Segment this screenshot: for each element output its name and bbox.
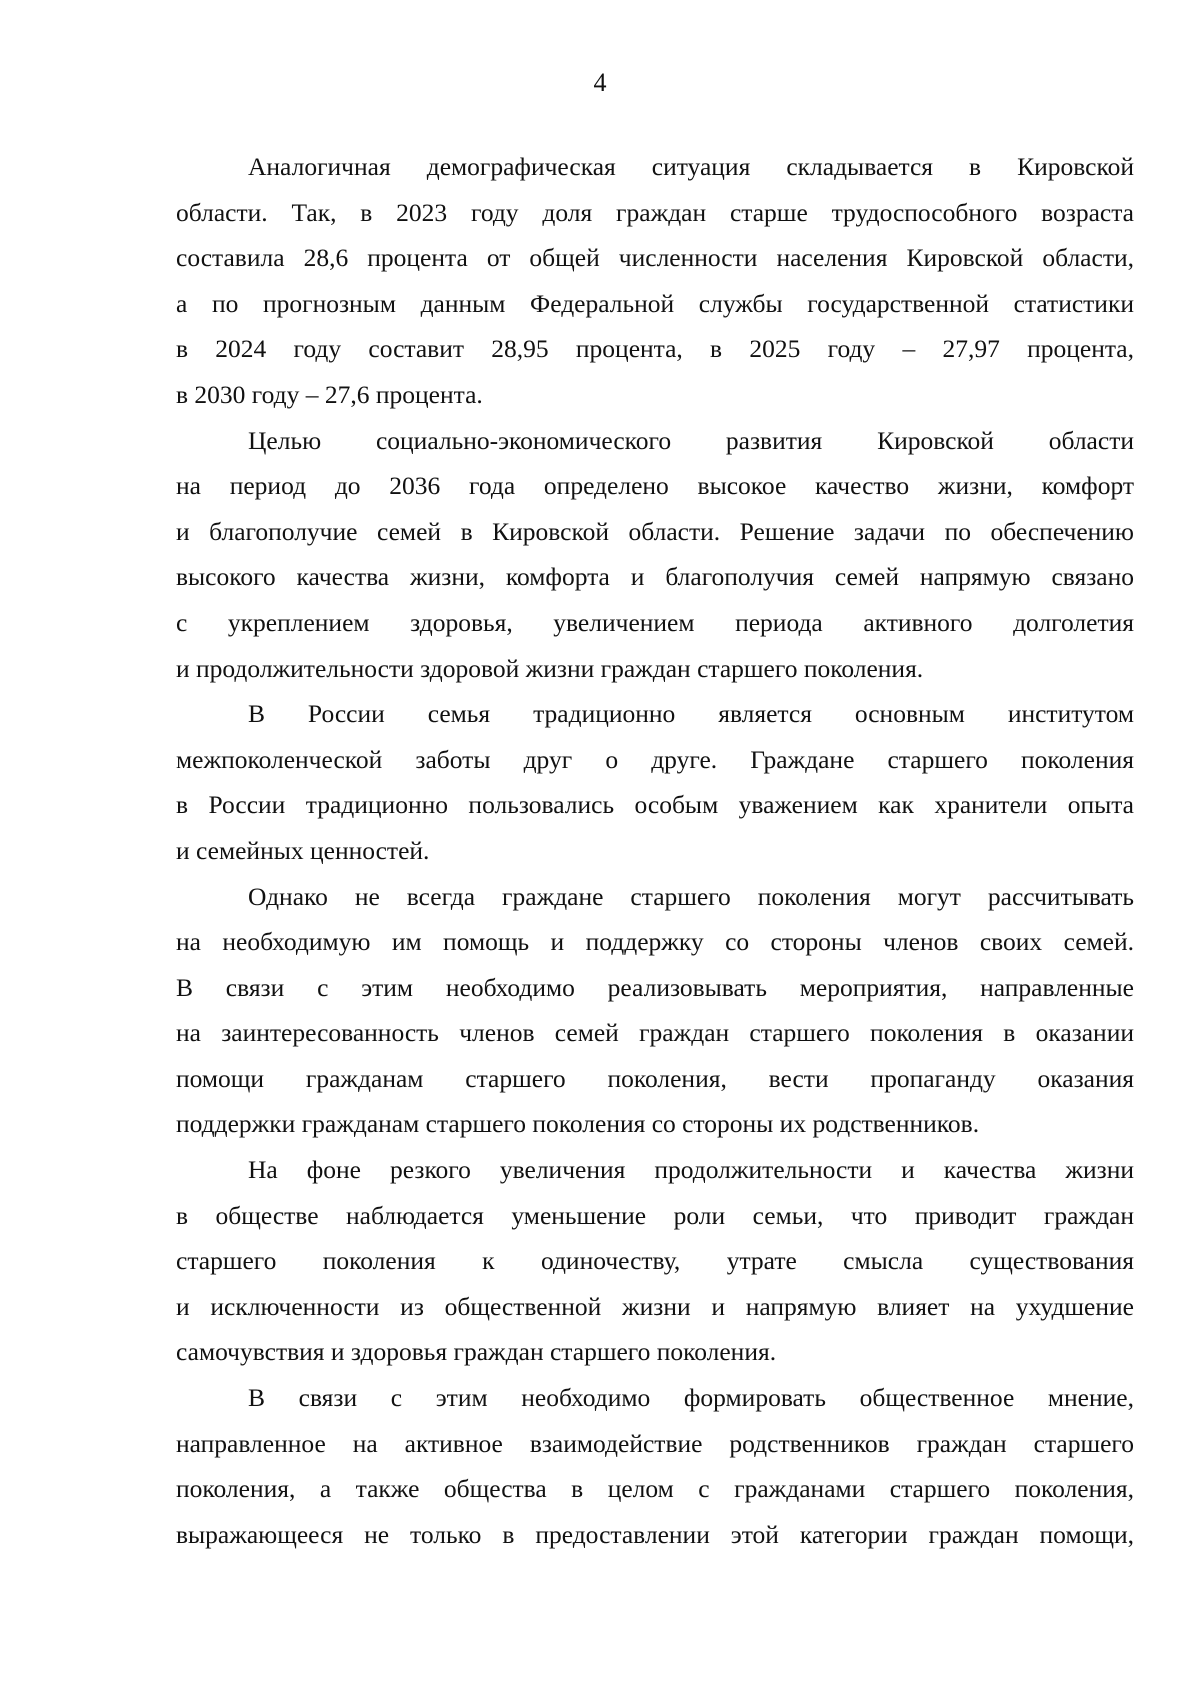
paragraph-development-goal xyxy=(176,418,1134,692)
text-line: направленное на активное взаимодействие родственников граждан старшего xyxy=(176,1428,1134,1458)
text-line: области. Так, в 2023 году доля граждан старше трудоспособного возраста xyxy=(176,197,1134,227)
text-line: В России семья традиционно является основным институтом xyxy=(248,699,1134,729)
paragraph-support-measures xyxy=(176,874,1134,1148)
text-line: в 2030 году – 27,6 процента. xyxy=(176,379,483,409)
text-line: и исключенности из общественной жизни и напрямую влияет на ухудшение xyxy=(176,1291,1134,1321)
text-line: в России традиционно пользовались особым уважением как хранители опыта xyxy=(176,790,1134,820)
page-number: 4 xyxy=(593,68,607,97)
text-line: Целью социально-экономического развития Кировской области xyxy=(248,425,1134,455)
text-line: и продолжительности здоровой жизни граждан старшего поколения. xyxy=(176,653,924,683)
text-line: с укреплением здоровья, увеличением периода активного долголетия xyxy=(176,607,1134,637)
text-line: составила 28,6 процента от общей численности населения Кировской области, xyxy=(176,243,1134,273)
text-line: поддержки гражданам старшего поколения со стороны их родственников. xyxy=(176,1109,980,1139)
text-line: выражающееся не только в предоставлении этой категории граждан помощи, xyxy=(176,1519,1134,1549)
text-line: помощи гражданам старшего поколения, вести пропаганду оказания xyxy=(176,1063,1134,1093)
text-line: старшего поколения к одиночеству, утрате смысла существования xyxy=(176,1246,1134,1276)
text-line: в обществе наблюдается уменьшение роли семьи, что приводит граждан xyxy=(176,1200,1134,1230)
document-body xyxy=(176,144,1134,1557)
text-line: высокого качества жизни, комфорта и благополучия семей напрямую связано xyxy=(176,562,1134,592)
text-line: самочувствия и здоровья граждан старшего поколения. xyxy=(176,1337,777,1367)
text-line: а по прогнозным данным Федеральной службы государственной статистики xyxy=(176,288,1134,318)
paragraph-family-tradition xyxy=(176,691,1134,873)
paragraph-demographic-situation xyxy=(176,144,1134,418)
text-line: поколения, а также общества в целом с гражданами старшего поколения, xyxy=(176,1474,1134,1504)
text-line: межпоколенческой заботы друг о друге. Граждане старшего поколения xyxy=(176,744,1134,774)
text-line: На фоне резкого увеличения продолжительности и качества жизни xyxy=(248,1155,1134,1185)
paragraph-family-role xyxy=(176,1147,1134,1375)
text-line: В связи с этим необходимо формировать общественное мнение, xyxy=(248,1383,1134,1413)
text-line: Однако не всегда граждане старшего поколения могут рассчитывать xyxy=(248,881,1134,911)
text-line: на заинтересованность членов семей граждан старшего поколения в оказании xyxy=(176,1018,1134,1048)
text-line: на период до 2036 года определено высокое качество жизни, комфорт xyxy=(176,471,1134,501)
text-line: и семейных ценностей. xyxy=(176,835,430,865)
text-line: на необходимую им помощь и поддержку со стороны членов своих семей. xyxy=(176,927,1134,957)
paragraph-public-opinion xyxy=(176,1375,1134,1557)
text-line: Аналогичная демографическая ситуация складывается в Кировской xyxy=(248,152,1134,181)
text-line: В связи с этим необходимо реализовывать мероприятия, направленные xyxy=(176,972,1134,1002)
text-line: и благополучие семей в Кировской области. Решение задачи по обеспечению xyxy=(176,516,1134,546)
text-line: в 2024 году составит 28,95 процента, в 2025 году – 27,97 процента, xyxy=(176,334,1134,364)
